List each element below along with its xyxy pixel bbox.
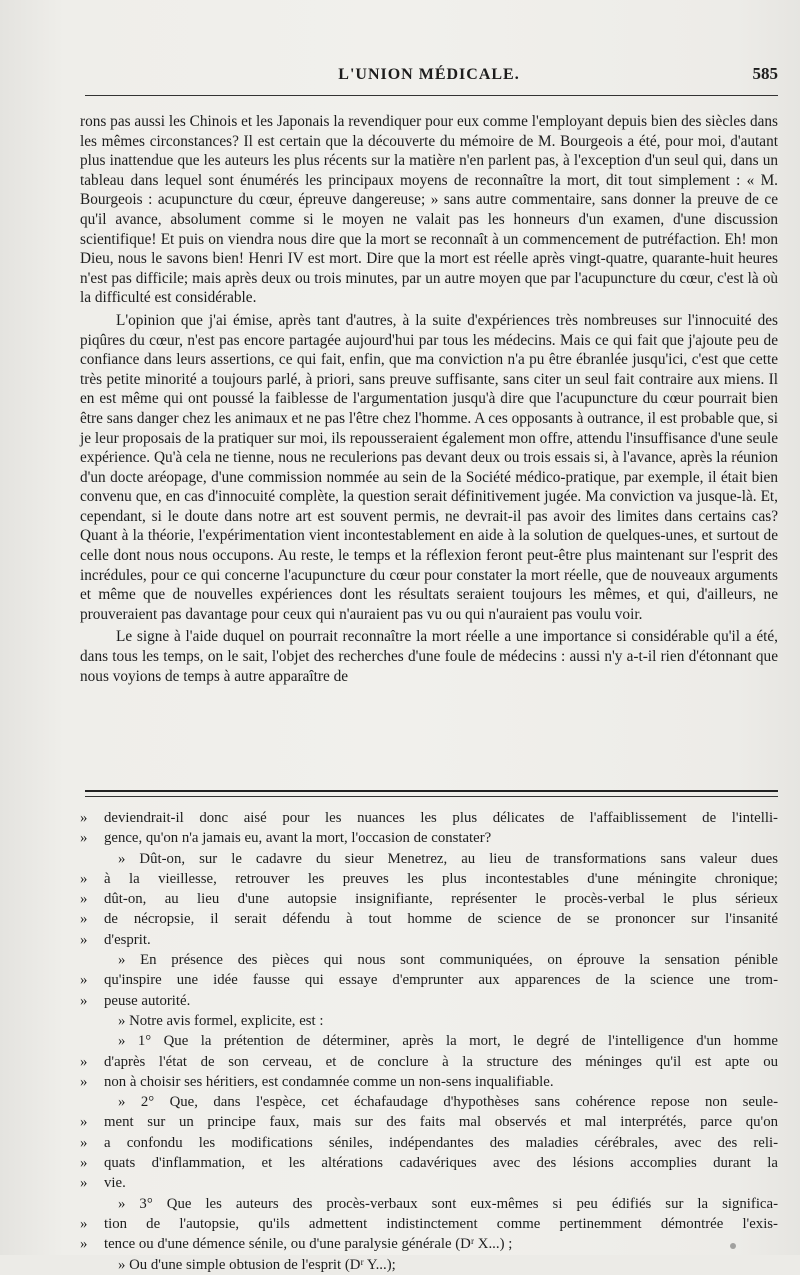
quote-line xyxy=(80,991,778,1011)
guillemet-marker xyxy=(80,1194,104,1214)
section-divider xyxy=(85,790,778,797)
quote-line-text: peuse autorité. xyxy=(104,992,191,1009)
guillemet-marker xyxy=(80,1092,104,1112)
quote-line-text: gence, qu'on n'a jamais eu, avant la mort, l'occasion de constater? xyxy=(104,830,492,847)
quote-line-text: vie. xyxy=(104,1175,126,1192)
guillemet-marker: » xyxy=(80,1236,88,1253)
quote-line xyxy=(80,828,778,848)
quote-line xyxy=(80,808,778,828)
journal-title: L'UNION MÉDICALE. xyxy=(338,66,520,83)
quote-line-text: » En présence des pièces qui nous sont communiquées, on éprouve la sensation pénible xyxy=(118,952,778,969)
paragraph: Le signe à l'aide duquel on pourrait reconnaître la mort réelle a une importance si considérable qu'il a été, dans tous les temps, on le sait, l'objet des recherches d'une foule de médecins : aussi n'y a-t-il rien d'étonnant que nous voyions de temps à autre apparaître de xyxy=(80,628,778,685)
guillemet-marker: » xyxy=(80,810,88,826)
quote-line xyxy=(80,970,778,990)
quote-line xyxy=(80,930,778,950)
quote-line-text: » Ou d'une simple obtusion de l'esprit (Dʳ Y...); xyxy=(118,1256,396,1273)
guillemet-marker: » xyxy=(80,1175,88,1192)
quote-line xyxy=(80,950,778,970)
quote-line xyxy=(80,1255,778,1275)
quote-line-text: de nécropsie, il serait défendu à tout homme de science de se prononcer sur l'insanité xyxy=(104,911,778,928)
guillemet-marker xyxy=(80,849,104,869)
quote-line xyxy=(80,1173,778,1193)
page-speck xyxy=(730,1243,736,1249)
quote-line-text: » Notre avis formel, explicite, est : xyxy=(118,1012,324,1029)
guillemet-marker xyxy=(80,1255,104,1275)
quote-line xyxy=(80,1133,778,1153)
guillemet-marker: » xyxy=(80,1134,88,1151)
quote-line-text: » Dût-on, sur le cadavre du sieur Menetrez, au lieu de transformations sans valeur dues xyxy=(118,850,778,867)
paragraph: rons pas aussi les Chinois et les Japonais la revendiquer pour eux comme l'employant depuis bien des siècles dans les mêmes circonstances? Il est certain que la découverte du mémoire de M. Bourgeois a été, pour moi, d'autant plus inattendue que les auteurs les plus récents sur la matière n'en parlent pas, à l'exception d'un seul qui, dans un tableau dans lequel sont énumérés les principaux moyens de reconnaître la mort, dit tout simplement : « M. Bourgeois : acupuncture du cœur, épreuve dangereuse; » sans autre commentaire, sans donner la preuve de ce qu'il avance, absolument comme si le moyen ne valait pas les honneurs d'un examen, d'une discussion scientifique! Et puis on viendra nous dire que la mort se reconnaît à un commencement de putréfaction. Eh! mon Dieu, nous le savons bien! Henri IV est mort. Dire que la mort est réelle après vingt-quatre, quarante-huit heures n'est pas difficile; mais après deux ou trois minutes, par un autre moyen que par l'acupuncture du cœur, c'est là où la difficulté est considérable. xyxy=(80,113,778,307)
quoted-report xyxy=(80,808,778,1275)
quote-line xyxy=(80,1092,778,1112)
guillemet-marker: » xyxy=(80,830,88,847)
page-number: 585 xyxy=(752,64,778,83)
guillemet-marker: » xyxy=(80,870,88,887)
quote-line-text: a confondu les modifications séniles, indépendantes des maladies cérébrales, avec des reli- xyxy=(104,1134,778,1151)
quote-line-text: » 3° Que les auteurs des procès-verbaux sont eux-mêmes si peu édifiés sur la significa- xyxy=(118,1195,778,1212)
quote-line-text: à la vieillesse, retrouver les preuves les plus incontestables d'une méningite chronique; xyxy=(104,870,778,887)
guillemet-marker: » xyxy=(80,931,88,948)
quote-line xyxy=(80,1194,778,1214)
quote-line xyxy=(80,1112,778,1132)
main-text xyxy=(80,112,778,689)
quote-line-text: tion de l'autopsie, qu'ils admettent indistinctement comme pertinemment démontrée l'exis- xyxy=(104,1215,778,1232)
quote-line xyxy=(80,1072,778,1092)
guillemet-marker: » xyxy=(80,972,88,989)
quote-line xyxy=(80,909,778,929)
quote-line-text: » 2° Que, dans l'espèce, cet échafaudage d'hypothèses sans cohérence repose non seule- xyxy=(118,1094,778,1111)
quote-line xyxy=(80,1214,778,1234)
quote-line-text: d'après l'état de son cerveau, et de conclure à la structure des méninges qu'il est apte ou xyxy=(104,1053,778,1070)
quote-line xyxy=(80,1052,778,1072)
quote-line xyxy=(80,1153,778,1173)
guillemet-marker: » xyxy=(80,1215,88,1232)
quote-line xyxy=(80,1011,778,1031)
guillemet-marker: » xyxy=(80,1155,88,1172)
quote-line-text: deviendrait-il donc aisé pour les nuances les plus délicates de l'affaiblissement de l'intelli- xyxy=(104,810,778,826)
quote-line-text: ment sur un principe faux, mais sur des faits mal observés et mal interprétés, parce qu'on xyxy=(104,1114,778,1131)
guillemet-marker: » xyxy=(80,891,88,908)
guillemet-marker: » xyxy=(80,1053,88,1070)
quote-line-text: dût-on, au lieu d'une autopsie insignifiante, représenter le procès-verbal le plus sérieux xyxy=(104,891,778,908)
quote-line xyxy=(80,1031,778,1051)
quote-line xyxy=(80,869,778,889)
quote-line xyxy=(80,849,778,869)
quote-line-text: » 1° Que la prétention de déterminer, après la mort, le degré de l'intelligence d'un homme xyxy=(118,1033,778,1050)
quote-line xyxy=(80,1234,778,1254)
quote-line xyxy=(80,889,778,909)
guillemet-marker: » xyxy=(80,1114,88,1131)
guillemet-marker xyxy=(80,950,104,970)
quote-line-text: qu'inspire une idée fausse qui essaye d'emprunter aux apparences de la science une trom- xyxy=(104,972,778,989)
guillemet-marker xyxy=(80,1031,104,1051)
quote-line-text: tence ou d'une démence sénile, ou d'une paralysie générale (Dʳ X...) ; xyxy=(104,1236,513,1253)
guillemet-marker: » xyxy=(80,992,88,1009)
quote-line-text: non à choisir ses héritiers, est condamnée comme un non-sens inqualifiable. xyxy=(104,1073,554,1090)
header-rule xyxy=(85,95,778,96)
guillemet-marker: » xyxy=(80,911,88,928)
running-header xyxy=(80,62,778,88)
guillemet-marker xyxy=(80,1011,104,1031)
paragraph: L'opinion que j'ai émise, après tant d'autres, à la suite d'expériences très nombreuses sur l'innocuité des piqûres du cœur, n'est pas encore partagée aujourd'hui par tous les médecins. Mais ce qui fait que j'ajoute peu de confiance dans leurs assertions, ce qui fait, enfin, que ma conviction n'a pu être ébranlée jusqu'ici, c'est que cette très petite minorité a toujours parlé, à priori, sans preuve suffisante, sans citer un seul fait contraire aux miens. Il en est même qui ont poussé la faiblesse de l'argumentation jusqu'à dire que l'acupuncture du cœur pourrait bien être sans danger chez les animaux et ne pas l'être chez l'homme. A ces opposants à outrance, il est probable que, si je leur proposais de la pratiquer sur moi, ils repousseraient également mon offre, attendu l'insuffisance d'une seule expérience. Qu'à cela ne tienne, nous ne reculerions pas devant deux ou trois essais si, à l'avance, après la réunion d'un docte aréopage, d'une commission nommée au sein de la Société médico-pratique, par exemple, il était bien convenu que, en cas d'innocuité complète, la question serait définitivement jugée. Ma conviction va jusque-là. Et, cependant, si le doute dans notre art est souvent permis, ne devrait-il pas avoir des limites dans certains cas? Quant à la théorie, l'expérimentation vient incontestablement en aide à la solution de quelques-unes, et surtout de celle dont nous nous occupons. Au reste, le temps et la réflexion feront peut-être plus maintenant sur l'esprit des incrédules, pour ce qui concerne l'acupuncture du cœur pour constater la mort réelle, que de nouveaux arguments et même que de nouvelles expériences dont les résultats seraient toujours les mêmes, et qui, d'ailleurs, ne prouveraient pas davantage pour ceux qui n'auraient pas vu ou qui n'auraient pas voulu voir. xyxy=(80,311,778,623)
guillemet-marker: » xyxy=(80,1073,88,1090)
quote-line-text: d'esprit. xyxy=(104,931,151,948)
quote-line-text: quats d'inflammation, et les altérations cadavériques avec des lésions accomplies durant la xyxy=(104,1155,778,1172)
